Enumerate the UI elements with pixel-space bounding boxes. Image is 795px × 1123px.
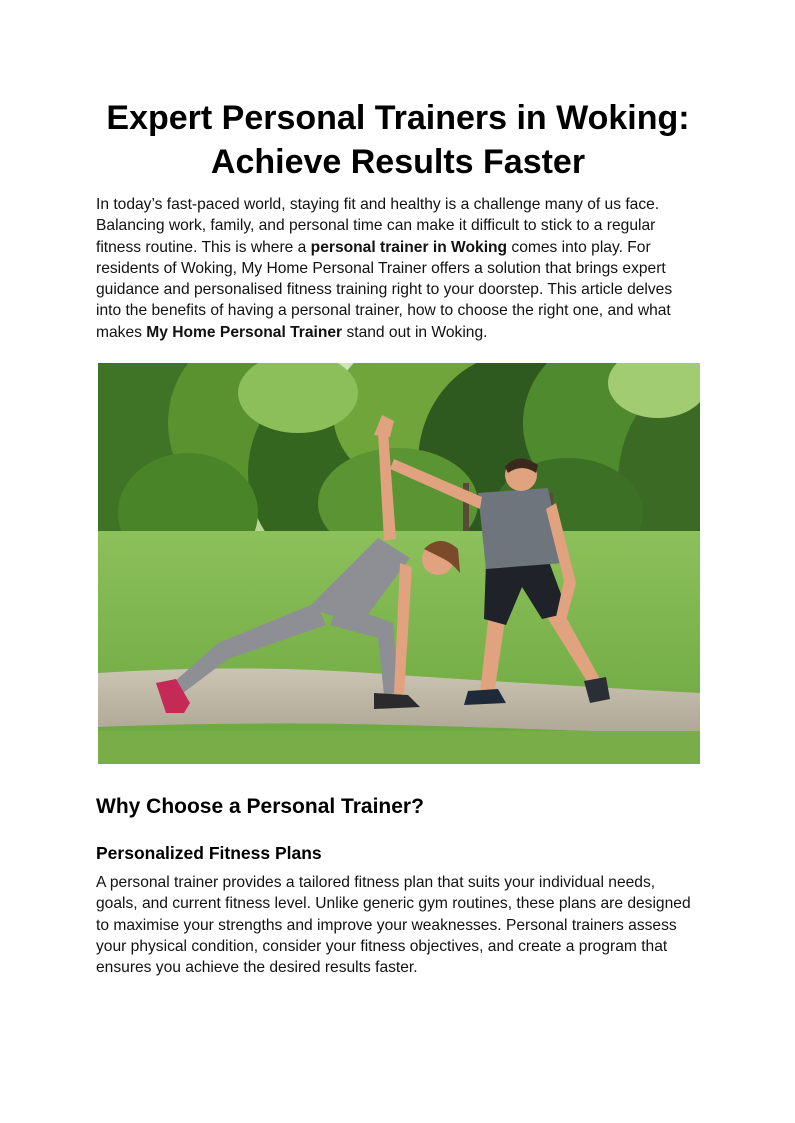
title-line-1: Expert Personal Trainers in Woking:	[106, 99, 690, 137]
intro-text-1: In today’s fast-paced world, staying fit and healthy is a challenge many of us face. Balancing work, family, and personal time can make it difficult to stick to a regular fitness routine. This is where a	[96, 196, 660, 256]
trainer-and-client-stretching-photo	[98, 363, 700, 764]
title-line-2: Achieve Results Faster	[210, 143, 586, 181]
subsection-paragraph: A personal trainer provides a tailored fitness plan that suits your individual needs, goals, and current fitness level. Unlike generic gym routines, these plans are designed to maximise your strengths and improve your weaknesses. Personal trainers assess your physical condition, consider your fitness objectives, and create a program that ensures you achieve the desired results faster.	[96, 874, 691, 977]
intro-text-2: comes into play. For residents of Woking, My Home Personal Trainer offers a solution that brings expert guidance and personalised fitness training right to your doorstep. This article delves into the benefits of having a personal trainer, how to choose the right one, and what makes	[96, 238, 673, 341]
subsection-heading: Personalized Fitness Plans	[96, 843, 322, 863]
section-heading: Why Choose a Personal Trainer?	[96, 795, 424, 818]
hero-photo	[98, 363, 700, 764]
article-title	[96, 96, 700, 184]
intro-text-3: stand out in Woking.	[342, 323, 488, 341]
document-page	[96, 96, 700, 977]
intro-bold-keyword: personal trainer in Woking	[310, 238, 508, 256]
intro-bold-brand: My Home Personal Trainer	[146, 323, 343, 341]
intro-paragraph	[96, 194, 700, 343]
